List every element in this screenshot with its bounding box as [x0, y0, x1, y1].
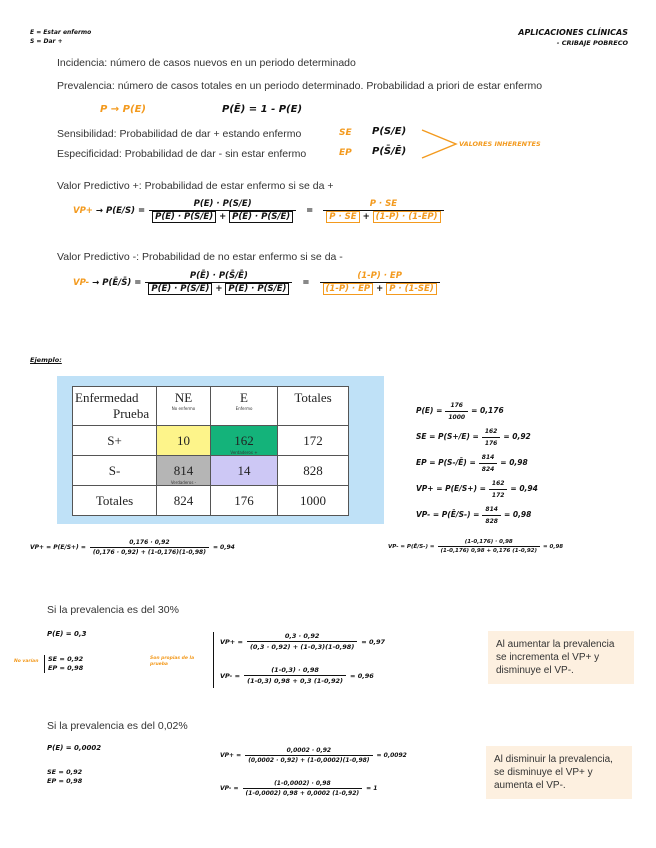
calc-vpp-num: 162 — [491, 479, 505, 487]
example-vpp-frac — [90, 539, 209, 556]
vp-plus-den-a: P(E) · P(S/E) — [152, 211, 216, 223]
inherent-values-bracket — [420, 126, 460, 162]
scenario-30-brace — [213, 632, 214, 688]
table-row — [73, 426, 349, 456]
calc-ep-frac — [479, 453, 498, 474]
calc-vpm-num: 814 — [485, 505, 498, 513]
scenario-30-vpp — [220, 632, 385, 651]
col-e-label: E — [240, 390, 248, 405]
calc-vpp-lhs: VP+ = P(E/S+) = — [416, 484, 486, 493]
incidence-definition: Incidencia: número de casos nuevos en un periodo determinado — [57, 57, 356, 69]
cell-total-e: 176 — [211, 486, 278, 516]
vp-plus-simplified — [323, 199, 443, 222]
example-vpm-result: = 0,98 — [543, 543, 564, 550]
p-formula — [100, 104, 146, 115]
calc-se-result: = 0,92 — [503, 432, 531, 441]
scenario-002-vpp-lhs: VP+ = — [220, 752, 242, 759]
test-property-note: Son propias de la prueba — [150, 656, 195, 667]
example-vpp-result: = 0,94 — [212, 544, 235, 551]
example-vpm-lhs: VP- = P(Ē/S-) = — [388, 543, 435, 550]
page-title: APLICACIONES CLÍNICAS — [518, 28, 628, 37]
scenario-002-vpp — [220, 747, 407, 764]
vp-minus-rhs-num: (1-P) · EP — [357, 271, 402, 281]
contingency-table-panel — [57, 376, 384, 524]
header-note-e: E = Estar enfermo — [30, 29, 92, 36]
vp-plus-lhs: VP+ → P(E/S) = — [73, 205, 146, 216]
calc-ep-lhs: EP = P(S-/Ē) = — [416, 458, 476, 467]
true-positive-label: Verdaderos + — [230, 450, 258, 455]
scenario-30-vpm — [220, 666, 374, 685]
example-vpm-num: (1-0,176) · 0,98 — [464, 539, 513, 545]
scenario-30-vpm-result: = 0,96 — [350, 671, 374, 680]
example-vpm-den: (1-0,176) 0,98 + 0,176 (1-0,92) — [438, 546, 540, 554]
table-row — [73, 456, 349, 486]
scenario-30-se-ep — [44, 655, 83, 673]
sensitivity-definition: Sensibilidad: Probabilidad de dar + estando enfermo — [57, 128, 302, 140]
calc-vpp — [416, 476, 538, 502]
example-vpp-lhs: VP+ = P(E/S+) = — [30, 544, 86, 551]
row-label-splus: S+ — [73, 426, 157, 456]
p-formula-left: P → P(E) — [100, 104, 146, 115]
header-title-block — [518, 28, 628, 48]
vp-minus-eq: = — [302, 277, 310, 288]
scenario-002-vpp-frac — [245, 747, 372, 764]
calc-ep-den: 824 — [479, 463, 498, 474]
inherent-values-label: VALORES INHERENTES — [459, 140, 541, 148]
scenario-002-vpm-den: (1-0,0002) 0,98 + 0,0002 (1-0,92) — [243, 788, 363, 797]
vp-minus-lhs: VP- → P(Ē/S̄) = — [73, 277, 142, 288]
scenario-30-vpm-frac — [244, 666, 346, 685]
calc-ep-result: = 0,98 — [500, 458, 528, 467]
calc-vpm-frac — [482, 505, 501, 526]
vp-plus-formula — [73, 199, 444, 222]
calc-pe-lhs: P(E) = — [416, 406, 443, 415]
example-vpp-num: 0,176 · 0,92 — [129, 539, 170, 546]
corner-bottom-label: Prueba — [113, 406, 150, 421]
vp-minus-den-b: P(E) · P(S̄/E) — [225, 283, 289, 295]
scenario-30-vpm-den: (1-0,3) 0,98 + 0,3 (1-0,92) — [244, 675, 346, 685]
col-header-e — [211, 387, 278, 426]
scenario-30-note: Al aumentar la prevalencia se incrementa el VP+ y disminuye el VP-. — [488, 631, 634, 684]
example-vpp-den: (0,176 · 0,92) + (1-0,176)(1-0,98) — [90, 547, 209, 556]
cell-sminus-ne-value: 814 — [173, 462, 194, 478]
cell-sminus-total: 828 — [278, 456, 349, 486]
corner-top-label: Enfermedad — [75, 390, 139, 405]
vp-minus-rhs-den: (1-P) · EP + P · (1-SE) — [320, 282, 440, 294]
calc-vpm-den: 828 — [482, 515, 501, 526]
scenario-002-vpm-lhs: VP- = — [220, 785, 239, 792]
row-label-totals: Totales — [73, 486, 157, 516]
vp-minus-den-plus: + — [215, 284, 223, 294]
calc-se-den: 176 — [482, 437, 501, 448]
scenario-002-vpp-num: 0,0002 · 0,92 — [286, 747, 332, 754]
example-calculations — [416, 398, 538, 528]
vp-minus-definition: Valor Predictivo -: Probabilidad de no estar enfermo si se da - — [57, 251, 343, 263]
scenario-002-vpm-num: (1-0,0002) · 0,98 — [274, 780, 331, 787]
vp-plus-definition: Valor Predictivo +: Probabilidad de estar enfermo si se da + — [57, 180, 334, 192]
vp-plus-rhs-den-a: P · SE — [326, 211, 359, 223]
cell-total-ne: 824 — [157, 486, 211, 516]
calc-ep — [416, 450, 538, 476]
vp-plus-den-plus: + — [219, 212, 227, 222]
calc-vpp-den: 172 — [489, 489, 508, 500]
vp-plus-rhs-num: P · SE — [369, 199, 398, 209]
table-header-row — [73, 387, 349, 426]
scenario-002-vpp-den: (0,0002 · 0,92) + (1-0,0002)(1-0,98) — [245, 755, 372, 764]
no-varian-label: No varían — [14, 659, 39, 664]
vp-plus-den-b: P(Ē) · P(S/Ē) — [229, 211, 293, 223]
scenario-002-se-ep — [47, 768, 82, 786]
scenario-30-vpm-num: (1-0,3) · 0,98 — [271, 666, 319, 674]
scenario-002-vpm-result: = 1 — [366, 785, 378, 792]
calc-pe-num: 176 — [450, 401, 463, 409]
example-vpm-frac — [438, 539, 540, 554]
calc-pe-den: 1000 — [445, 411, 468, 422]
sensitivity-formula: P(S/E) — [372, 126, 407, 137]
calc-vpm — [416, 502, 538, 528]
sensitivity-abbr: SE — [339, 128, 352, 138]
scenario-002-vpm — [220, 780, 377, 797]
calc-pe-result: = 0,176 — [471, 406, 504, 415]
contingency-table — [72, 386, 349, 516]
col-ne-sublabel: No enfermo — [171, 406, 196, 411]
calc-vpm-lhs: VP- = P(Ē/S-) = — [416, 510, 480, 519]
header-note-s: S = Dar + — [30, 38, 63, 45]
vp-minus-rhs-den-b: P · (1-SE) — [386, 283, 437, 295]
specificity-definition: Especificidad: Probabilidad de dar - sin estar enfermo — [57, 148, 307, 160]
calc-se-lhs: SE = P(S+/E) = — [416, 432, 479, 441]
scenario-30-vpp-result: = 0,97 — [361, 637, 386, 646]
scenario-30-label: Si la prevalencia es del 30% — [47, 604, 179, 616]
specificity-abbr: EP — [339, 148, 352, 158]
calc-vpp-result: = 0,94 — [510, 484, 538, 493]
cell-total-all: 1000 — [278, 486, 349, 516]
cell-sminus-e: 14 — [211, 456, 278, 486]
calc-vpp-frac — [489, 479, 508, 500]
scenario-002-vpm-frac — [243, 780, 363, 797]
prevalence-definition: Prevalencia: número de casos totales en un periodo determinado. Probabilidad a priori de estar enfermo — [57, 80, 543, 92]
example-vpp-formula — [30, 539, 235, 556]
scenario-30-vpp-den: (0,3 · 0,92) + (1-0,3)(1-0,98) — [247, 641, 357, 651]
scenario-002-se: SE = 0,92 — [47, 768, 83, 776]
true-negative-label: Verdaderos - — [170, 480, 197, 485]
vp-minus-den — [145, 282, 292, 294]
vp-plus-fraction — [149, 199, 296, 222]
scenario-002-vpp-result: = 0,0092 — [376, 752, 407, 759]
calc-pe — [416, 398, 538, 424]
scenario-30-vpp-frac — [247, 632, 357, 651]
calc-vpm-result: = 0,98 — [503, 510, 532, 519]
col-header-ne — [157, 387, 211, 426]
p-complement-formula: P(Ē) = 1 - P(E) — [222, 104, 303, 115]
col-header-total: Totales — [278, 387, 349, 426]
calc-se-frac — [482, 427, 501, 448]
calc-se-num: 162 — [484, 427, 498, 435]
scenario-30-se: SE = 0,92 — [48, 655, 84, 663]
calc-ep-num: 814 — [481, 453, 495, 461]
vp-plus-num: P(E) · P(S/E) — [193, 199, 252, 209]
scenario-30-p: P(E) = 0,3 — [47, 630, 87, 638]
cell-splus-ne: 10 — [157, 426, 211, 456]
table-corner-cell — [73, 387, 157, 426]
example-vpm-formula — [388, 539, 563, 554]
col-ne-label: NE — [174, 390, 193, 405]
vp-minus-formula — [73, 271, 440, 294]
vp-minus-fraction — [145, 271, 292, 294]
vp-plus-rhs-den-b: (1-P) · (1-EP) — [373, 211, 441, 223]
vp-minus-num: P(Ē) · P(S̄/Ē) — [189, 271, 248, 281]
specificity-formula: P(S̄/Ē) — [372, 146, 407, 157]
header-notes — [30, 28, 91, 46]
scenario-30-vpm-lhs: VP- = — [220, 671, 241, 680]
row-label-sminus: S- — [73, 456, 157, 486]
scenario-30-vpp-lhs: VP+ = — [220, 637, 243, 646]
vp-plus-den — [149, 210, 296, 222]
cell-splus-total: 172 — [278, 426, 349, 456]
scenario-30-vpp-num: 0,3 · 0,92 — [284, 632, 320, 640]
page-subtitle: - CRIBAJE POBRECO — [556, 39, 628, 47]
scenario-002-ep: EP = 0,98 — [47, 777, 83, 785]
vp-plus-rhs-den: P · SE + (1-P) · (1-EP) — [323, 210, 443, 222]
calc-se — [416, 424, 538, 450]
table-row — [73, 486, 349, 516]
scenario-002-p: P(E) = 0,0002 — [47, 744, 102, 752]
col-e-sublabel: Enfermo — [235, 406, 253, 411]
vp-minus-den-a: P(Ē) · P(S̄/Ē) — [148, 283, 212, 295]
scenario-30-ep: EP = 0,98 — [48, 664, 84, 672]
vp-minus-rhs-den-a: (1-P) · EP — [323, 283, 374, 295]
example-label: Ejemplo: — [30, 356, 62, 364]
vp-plus-eq: = — [306, 205, 314, 216]
vp-minus-simplified — [320, 271, 440, 294]
scenario-002-note: Al disminuir la prevalencia, se disminuye el VP+ y aumenta el VP-. — [486, 746, 632, 799]
cell-splus-e — [211, 426, 278, 456]
cell-sminus-ne — [157, 456, 211, 486]
calc-pe-frac — [445, 401, 468, 422]
cell-splus-e-value: 162 — [234, 432, 254, 448]
scenario-002-label: Si la prevalencia es del 0,02% — [47, 720, 188, 732]
